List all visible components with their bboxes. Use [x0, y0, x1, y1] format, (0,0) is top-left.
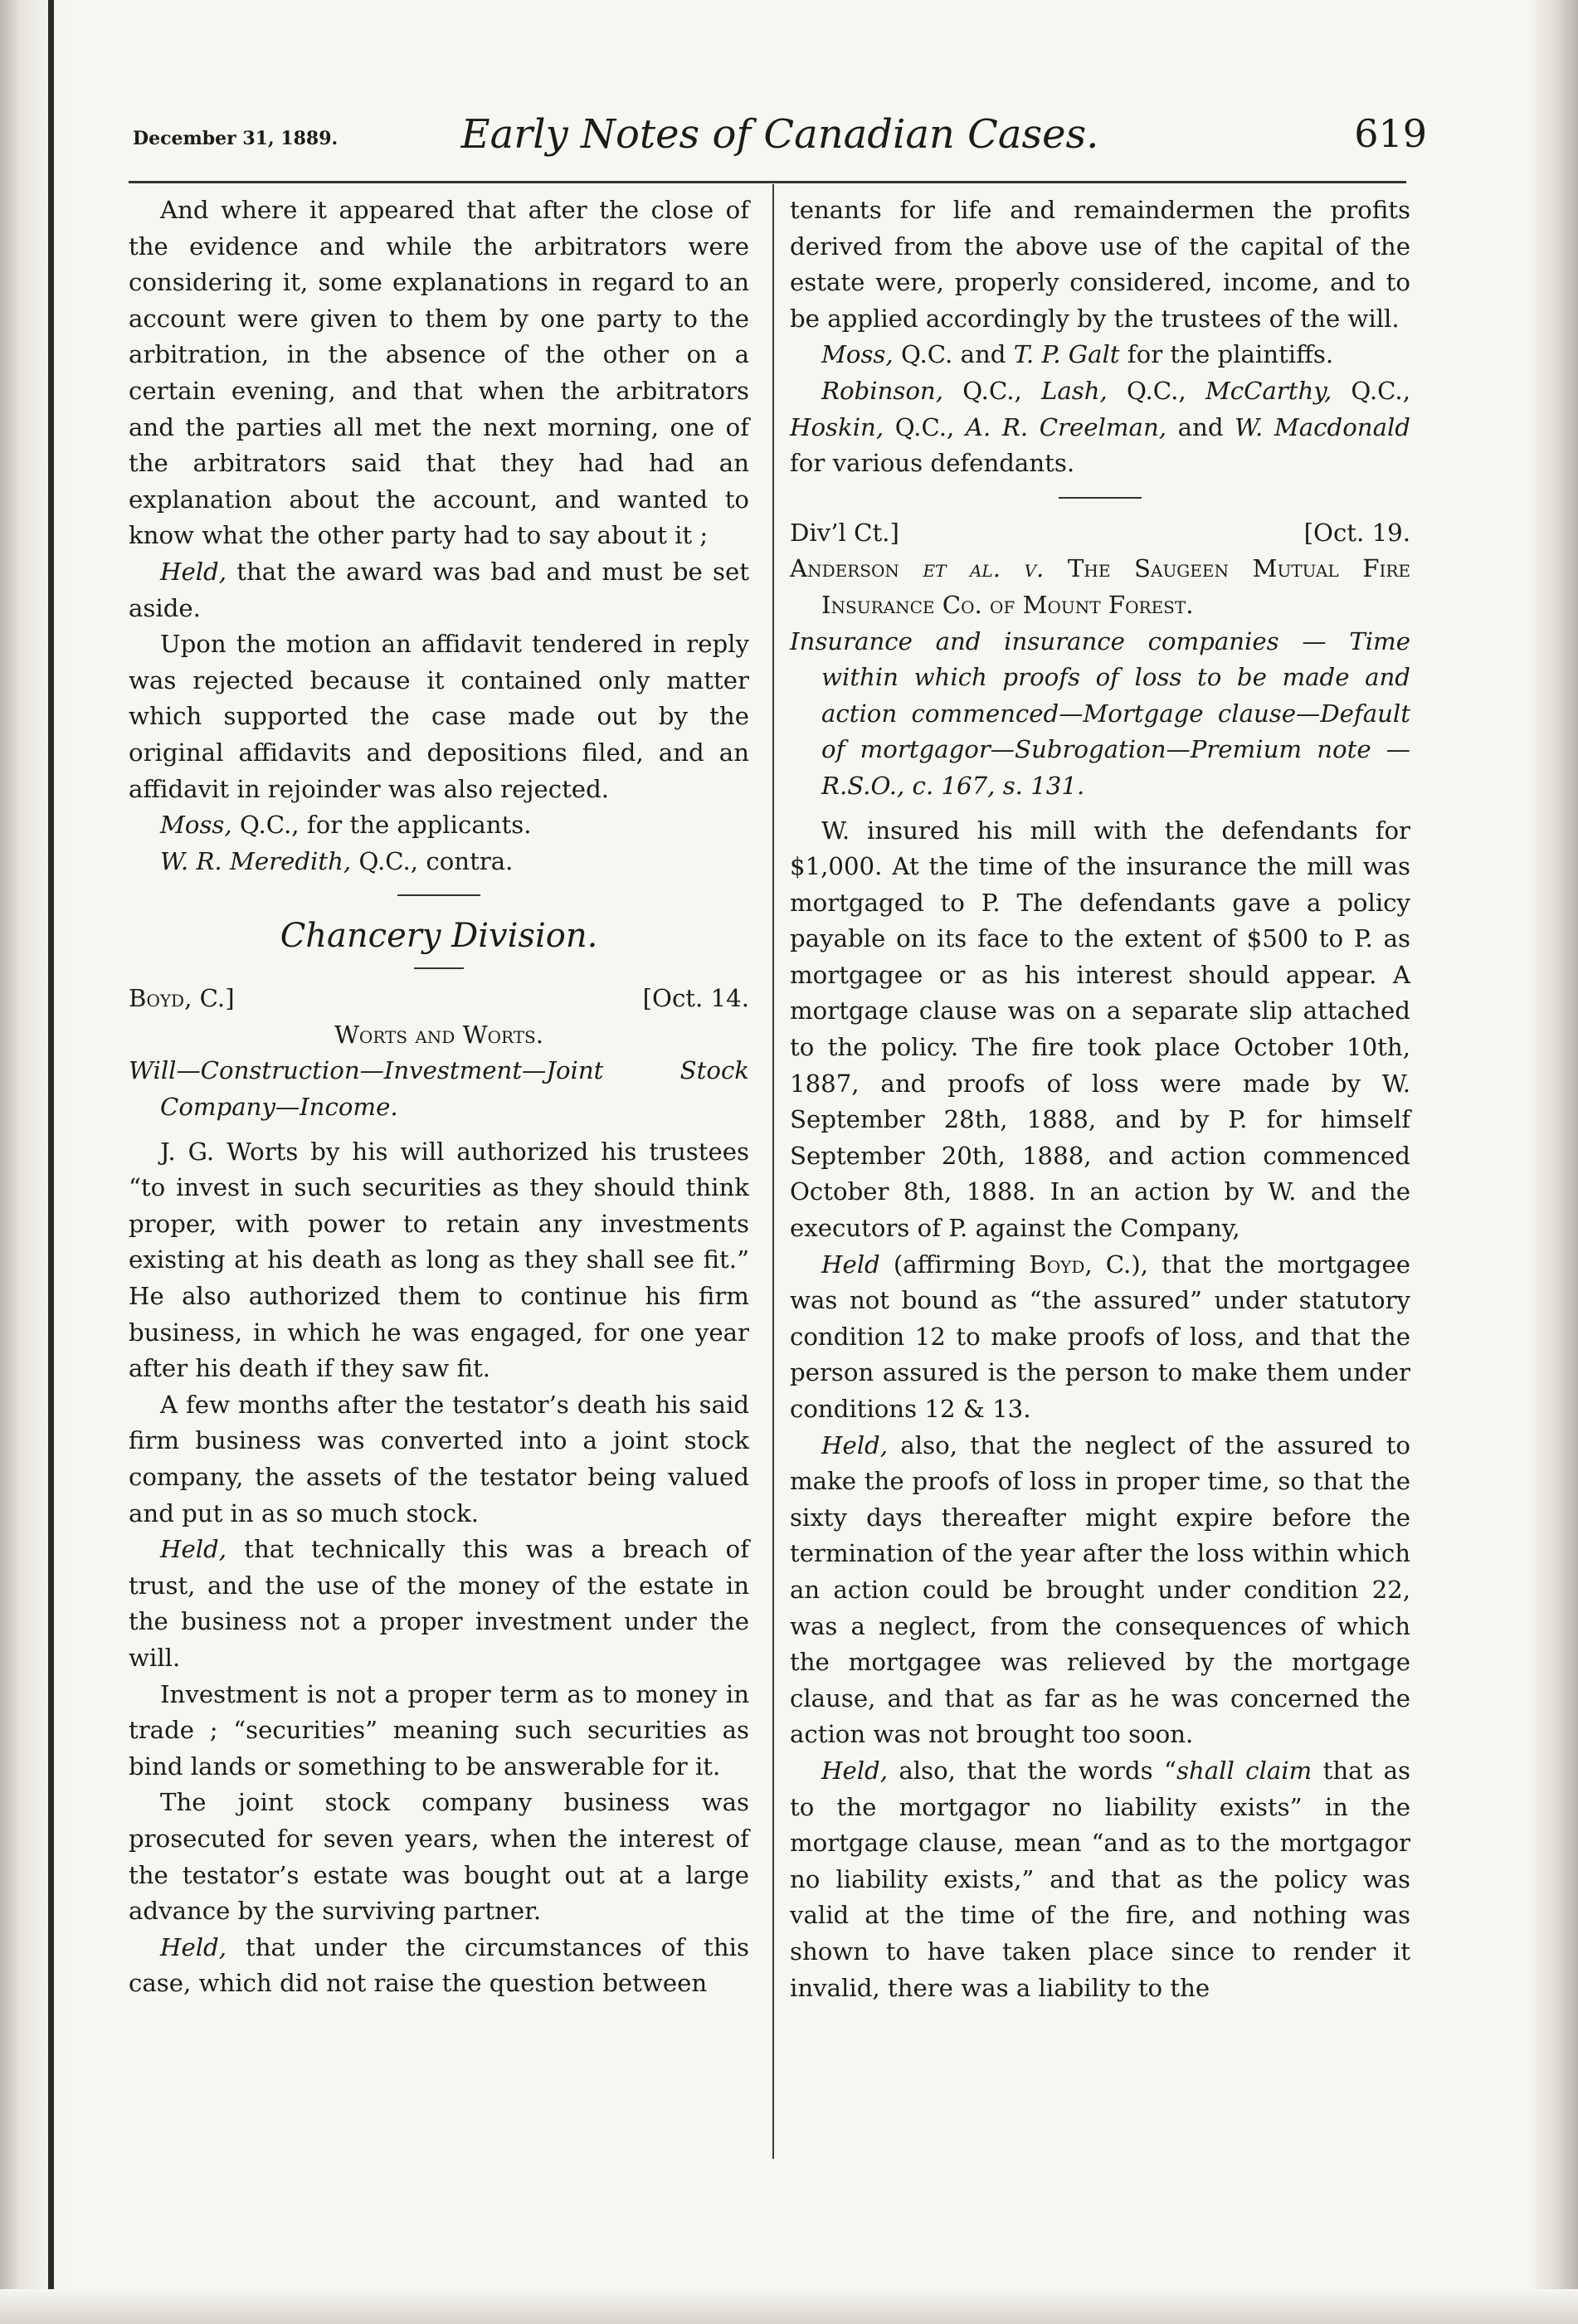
counsel-role: for the plaintiffs. [1119, 340, 1334, 369]
counsel-role: Q.C., [943, 376, 1041, 405]
counsel-name: McCarthy, [1205, 376, 1332, 405]
page-edge-right [1528, 0, 1578, 2324]
paragraph-joint-stock: The joint stock company business was prosecuted for seven years, when the interest of the testator’s estate was bought out at a large advance by the surviving partner. [129, 1788, 749, 1926]
held-text: ), that the mortgagee was not bound as “the assured” under statutory condition 12 to make proofs of loss, and that the person assured is the person to make them under conditions 12 & 13. [790, 1250, 1410, 1423]
held-text: that the award was bad and must be set aside. [129, 557, 749, 622]
counsel-role: Q.C., [884, 412, 966, 441]
counsel-role: and [1166, 412, 1235, 441]
counsel-line-applicants [129, 807, 749, 844]
paragraph-will: J. G. Worts by his will authorized his trustees “to invest in such securities as they should think proper, with power to retain any investments existing at his death as long as they shall see fit.” He also authorized them to continue his firm business, in which he was engaged, for one year after his death if they saw fit. [129, 1137, 749, 1383]
counsel-line-defendants [790, 373, 1410, 482]
et-al: et al. [923, 554, 1001, 583]
section-title: Chancery Division. [280, 917, 598, 956]
left-column [129, 192, 749, 2002]
counsel-name: Moss, [160, 811, 232, 840]
held-text: also, that the words “ [888, 1756, 1176, 1785]
held-text: also, that the neglect of the assured to make the proofs of loss in proper time, so that the sixty days thereafter might expire before the termination of the year after the loss within which an action could be brought under condition 22, was a neglect, from the consequences of which the mortgagee was relieved by the mortgage clause, and that as far as he was concerned the action was not brought too soon. [790, 1430, 1410, 1749]
book-spine-shadow [0, 0, 68, 2324]
paragraph-held-award [129, 554, 749, 626]
case-separator [1059, 497, 1142, 499]
counsel-name: T. P. Galt [1013, 340, 1120, 369]
court-date: [Oct. 19. [1303, 518, 1410, 547]
paragraph-held-circumstances [129, 1930, 749, 2002]
counsel-role: Q.C. and [893, 340, 1014, 369]
counsel-name: Robinson, [821, 376, 943, 405]
counsel-name: A. R. Creelman, [965, 412, 1167, 441]
counsel-name: W. Macdonald [1235, 412, 1410, 441]
paragraph-held-mortgagee [790, 1247, 1410, 1428]
paragraph-tenants: tenants for life and remaindermen the profits derived from the above use of the capital of the estate were, properly considered, income, and to be applied accordingly by the trustees of the will. [790, 196, 1410, 333]
counsel-role: Q.C., [1332, 376, 1410, 405]
counsel-line-plaintiffs [790, 337, 1410, 373]
paragraph-held-breach [129, 1532, 749, 1676]
held-text: that technically this was a breach of trust, and the use of the money of the estate in the business not a proper investment under the will. [129, 1535, 749, 1672]
paragraph-held-neglect [790, 1428, 1410, 1753]
case-name: Worts and Worts. [334, 1020, 544, 1049]
counsel-role: for various defendants. [790, 449, 1075, 478]
running-header [133, 106, 1427, 173]
party-name: Anderson [790, 554, 923, 583]
right-column [790, 192, 1410, 2006]
header-rule [129, 181, 1406, 183]
held-label: Held, [821, 1430, 889, 1459]
paragraph-facts: W. insured his mill with the defendants for $1,000. At the time of the insurance the mill was mortgaged to P. The defendants gave a policy payable on its face to the extent of $500 to P. as mortgagee or as his interest should appear. A mortgage clause was on a separate slip attached to the policy. The fire took place October 10th, 1887, and proofs of loss were made by W. September 28th, 1888, and by P. for himself September 20th, 1888, and action commenced October 8th, 1888. In an action by W. and the executors of P. against the Company, [790, 816, 1410, 1243]
court-name: Div’l Ct.] [790, 518, 899, 547]
court-date: [Oct. 14. [642, 984, 749, 1013]
party-name: The Saugeen Mutual Fire Insurance Co. of Mount Forest. [821, 554, 1410, 619]
paragraph-held-words [790, 1753, 1410, 2006]
held-label: Held, [160, 557, 227, 586]
paragraph-conversion: A few months after the testator’s death his said firm business was converted into a joint stock company, the assets of the testator being valued and put in as so much stock. [129, 1390, 749, 1527]
header-date: December 31, 1889. [133, 128, 338, 149]
counsel-name: Lash, [1041, 376, 1108, 405]
court-name: Boyd, C.] [129, 984, 235, 1013]
court-line [129, 981, 749, 1017]
case-name [790, 551, 1410, 623]
title-separator [414, 967, 464, 969]
binding-edge [48, 0, 54, 2324]
counsel-role: Q.C., for the applicants. [231, 811, 532, 840]
held-text: (affirming [879, 1250, 1030, 1279]
counsel-name: W. R. Meredith, [160, 846, 352, 875]
page-number: 619 [1354, 111, 1427, 156]
held-label: Held, [160, 1932, 227, 1961]
held-label: Held, [821, 1756, 889, 1785]
page-edge-bottom [0, 2289, 1578, 2324]
counsel-role: Q.C., contra. [351, 846, 514, 875]
court-line [790, 515, 1410, 552]
paragraph-affidavit: Upon the motion an affidavit tendered in reply was rejected because it contained only matter which supported the case made out by the original affidavits and depositions filed, and an affidavit in rejoinder was also rejected. [129, 630, 749, 803]
case-subject: Insurance and insurance companies — Time within which proofs of loss to be made and action commenced—Mortgage clause—Default of mortgagor—Subrogation—Premium note —R.S.O., c. 167, s. 131. [790, 626, 1410, 800]
held-text: that as to the mortgagor no liability exists” in the mortgage clause, mean “and as to the mortgagor no liability exists,” and that as the policy was valid at the time of the fire, and nothing was shown to have taken place since to render it invalid, there was a liability to the [790, 1756, 1410, 2002]
judge-name: Boyd, C. [1029, 1250, 1132, 1279]
counsel-role: Q.C., [1107, 376, 1205, 405]
quoted-words: shall claim [1176, 1756, 1313, 1785]
paragraph-investment: Investment is not a proper term as to money in trade ; “securities” meaning such securities as bind lands or something to be answerable for it. [129, 1679, 749, 1781]
versus: v. [1001, 554, 1068, 583]
section-separator [397, 894, 480, 896]
paragraph-arbitration: And where it appeared that after the close of the evidence and while the arbitrators were considering it, some explanations in regard to an account were given to them by one party to the arbitration, in the absence of the other on a certain evening, and that when the arbitrators and the parties all met the next morning, one of the arbitrators said that they had had an explanation about the account, and wanted to know what the other party had to say about it ; [129, 196, 749, 550]
case-subject: Will—Construction—Investment—Joint Stock Company—Income. [129, 1056, 749, 1122]
held-label: Held, [160, 1535, 227, 1564]
held-label: Held [821, 1250, 880, 1279]
held-text: that under the circumstances of this case, which did not raise the question between [129, 1932, 749, 1998]
column-divider [772, 184, 774, 2159]
header-title: Early Notes of Canadian Cases. [460, 111, 1099, 158]
counsel-line-contra [129, 844, 749, 880]
counsel-name: Hoskin, [790, 412, 884, 441]
counsel-name: Moss, [821, 340, 894, 369]
